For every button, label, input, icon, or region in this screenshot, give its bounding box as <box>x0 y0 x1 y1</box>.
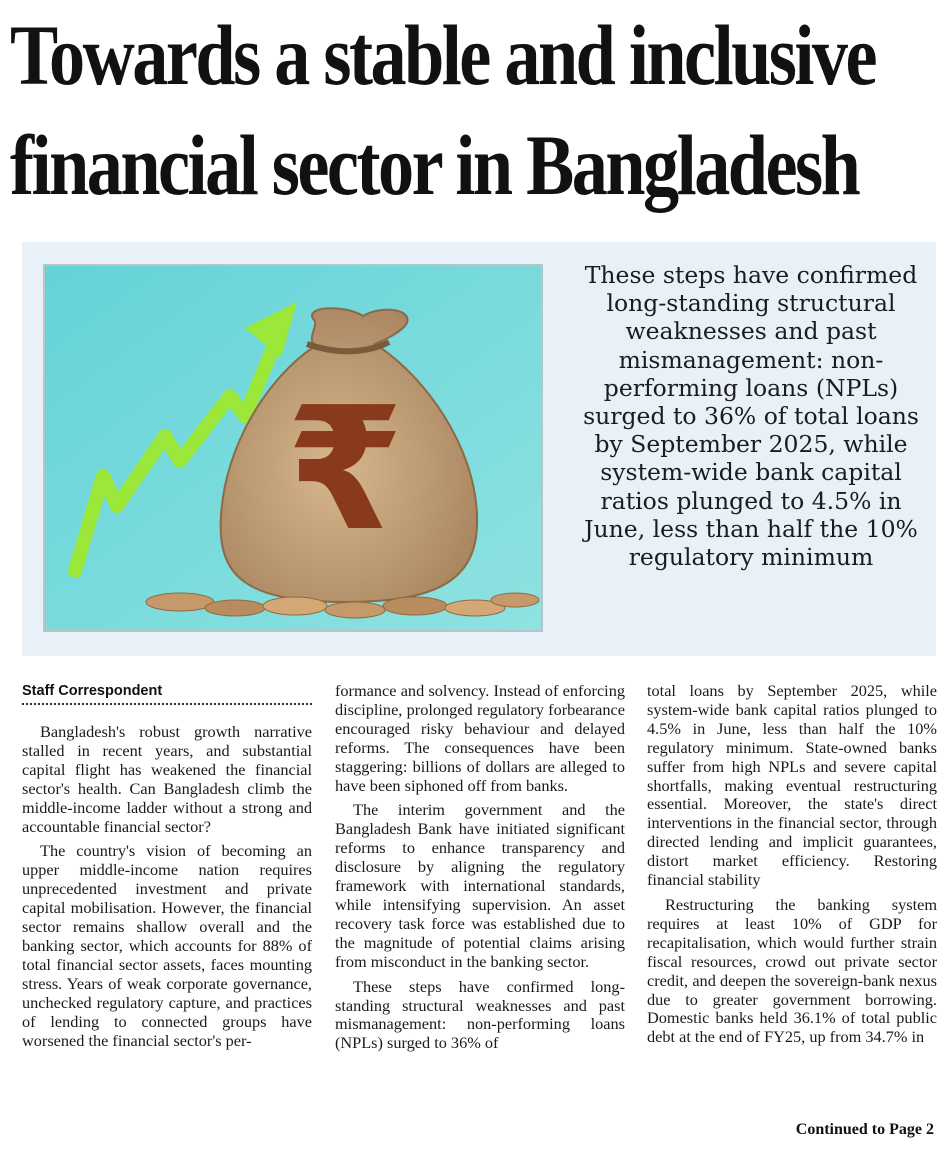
paragraph: Restructuring the banking system requires at least 10% of GDP for recapitalisation, which would further strain fiscal resources, crowd out private sector credit, and deepen the sovereign-bank nexus due to greater government borrowing. Domestic banks held 36.1% of total public debt at the end of FY25, up from 34.7% in <box>647 894 937 1047</box>
paragraph: The interim government and the Bangladesh Bank have initiated significant reforms to enhance transparency and disclosure by aligning the regulatory framework with international standards, while intensifying supervision. An asset recovery task force was established due to the magnitude of potential claims arising from misconduct in the banking sector. <box>335 800 625 971</box>
coin <box>325 602 385 618</box>
paragraph: Bangladesh's robust growth narrative stalled in recent years, and substantial capital flight has weakened the financial sector's health. Can Bangladesh climb the middle-income ladder without a strong and accountable financial sector? <box>22 722 312 836</box>
article-column-3 <box>647 682 937 1053</box>
coin <box>491 593 539 607</box>
headline-line-2: financial sector in Bangladesh <box>10 117 859 213</box>
paragraph: The country's vision of becoming an upper middle-income nation requires unprecedented investment and private capital mobilisation. However, the financial sector remains shallow overall and the banking sector, which accounts for 88% of total financial sector assets, faces mounting stress. Years of weak corporate governance, unchecked regulatory capture, and practices of lending to connected groups have worsened the financial sector's per- <box>22 841 312 1050</box>
byline: Staff Correspondent <box>22 683 163 699</box>
feature-panel <box>22 242 936 656</box>
coin <box>383 597 447 615</box>
continued-link[interactable]: Continued to Page 2 <box>795 1121 934 1138</box>
article-column-1 <box>22 682 312 1056</box>
money-bag-photo <box>43 264 543 632</box>
money-bag-illustration <box>45 266 541 630</box>
headline <box>10 0 876 220</box>
paragraph: total loans by September 2025, while system-wide bank capital ratios plunged to 4.5% in June, less than half the 10% regulatory minimum. State-owned banks suffer from high NPLs and severe capital shortfalls, making eventual restructuring essential. Moreover, the state's direct interventions in the financial sector, through directed lending and implicit guarantees, distort market efficiency. Restoring financial stability <box>647 681 937 890</box>
dotted-divider <box>22 703 312 705</box>
paragraph: formance and solvency. Instead of enforcing discipline, prolonged regulatory forbearance encouraged risky behaviour and delayed reforms. The consequences have been staggering: billions of dollars are alleged to have been siphoned off from banks. <box>335 681 625 795</box>
article-column-2 <box>335 682 625 1059</box>
pull-quote: These steps have confirmed long-standing structural weaknesses and past mismanagement: non-performing loans (NPLs) surged to 36% of total loans by September 2025, while system-wide bank capital ratios plunged to 4.5% in June, less than half the 10% regulatory minimum <box>583 261 919 572</box>
coin <box>263 597 327 615</box>
paragraph: These steps have confirmed long-standing structural weaknesses and past mismanagement: non-performing loans (NPLs) surged to 36% of <box>335 976 625 1053</box>
coin <box>205 600 265 616</box>
rupee-icon: ₹ <box>285 371 405 569</box>
coin <box>146 593 214 611</box>
headline-line-1: Towards a stable and inclusive <box>10 7 876 103</box>
